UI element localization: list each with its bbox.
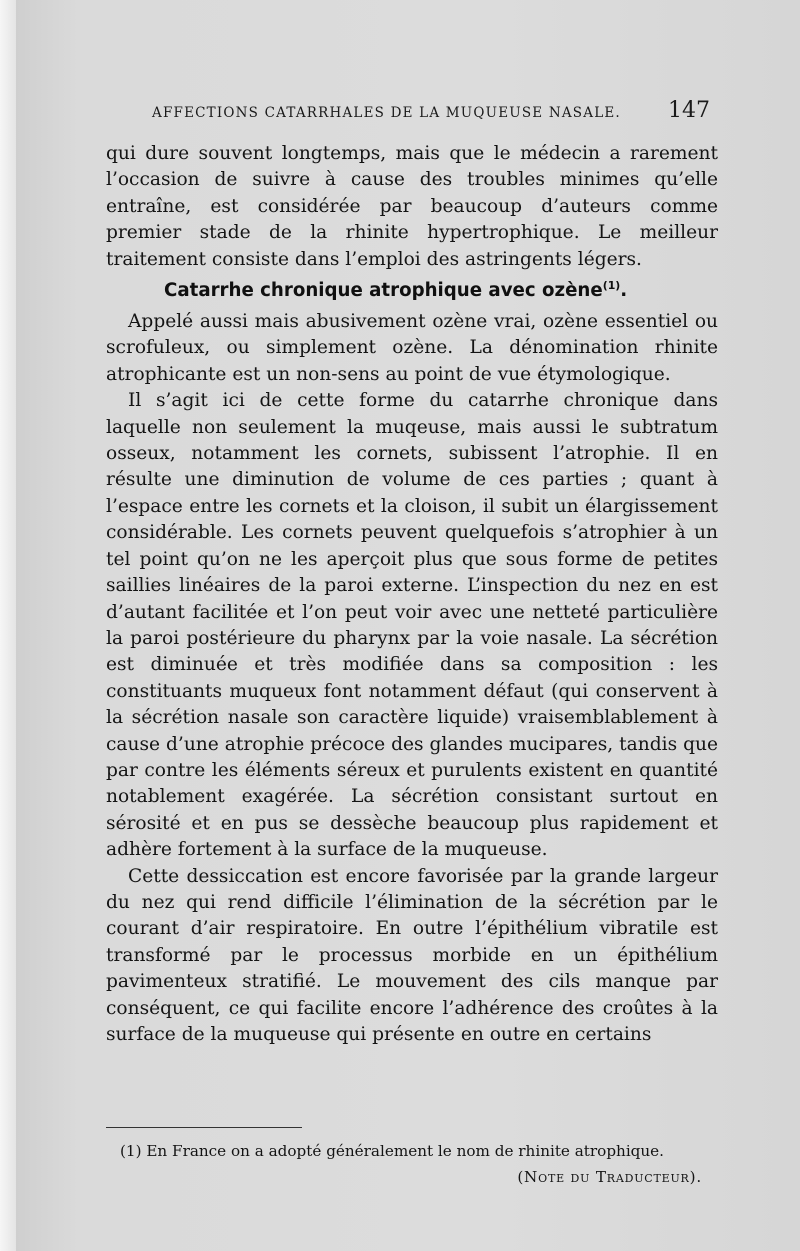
section-heading-text: Catarrhe chronique atrophique avec ozène: [164, 280, 603, 302]
footnote-reference: (1): [602, 278, 621, 292]
paragraph: Il s’agit ici de cette forme du catarrhe chronique dans laquelle non seulement la muqeuse, mais aussi le subtratum osseux, notamment les cornets, subissent l’atrophie. Il en résulte une diminution de volume de ces parties ; quant à l’espace entre les cornets et la cloison, il subit un élargissement considérable. Les cornets peuvent quelquefois s’atrophier à un tel point qu’on ne les aperçoit plus que sous forme de petites saillies linéaires de la paroi externe. L’inspection du nez en est d’autant facilitée et l’on peut voir avec une netteté particulière la paroi postérieure du pharynx par la voie nasale. La sécrétion est diminuée et très modifiée dans sa composition : les constituants muqueux font notamment défaut (qui conservent à la sécrétion nasale son caractère liquide) vraisemblablement à cause d’une atrophie précoce des glandes mucipares, tandis que par contre les éléments séreux et purulents existent en quantité notablement exagérée. La sécrétion consistant surtout en sérosité et en pus se dessèche beaucoup plus rapidement et adhère fortement à la surface de la muqueuse.: [106, 390, 718, 861]
section-heading: Catarrhe chronique atrophique avec ozène$^{(1)}$.: [164, 278, 628, 302]
body-text: [106, 141, 718, 1048]
running-title: AFFECTIONS CATARRHALES DE LA MUQUEUSE NASALE.: [152, 105, 621, 121]
footnote-rule: [106, 1127, 302, 1128]
paragraph: Cette dessiccation est encore favorisée par la grande largeur du nez qui rend difficile l’élimination de la sécrétion par le courant d’air respiratoire. En outre l’épithélium vibratile est transformé par le processus morbide en un épithélium pavimenteux stratifié. Le mouvement des cils manque par conséquent, ce qui facilite encore l’adhérence des croûtes à la surface de la muqueuse qui présente en outre en certains: [106, 865, 718, 1045]
footnote-line: [120, 1138, 720, 1164]
paragraph: Appelé aussi mais abusivement ozène vrai, ozène essentiel ou scrofuleux, ou simplement ozène. La dénomination rhinite atrophicante est un non-sens au point de vue étymologique.: [106, 311, 718, 385]
footnote: [120, 1138, 720, 1190]
footnote-mark: (1): [120, 1142, 142, 1160]
paragraph-continuation: qui dure souvent longtemps, mais que le médecin a rarement l’occasion de suivre à cause des troubles minimes qu’elle entraîne, est considérée par beaucoup d’auteurs comme premier stade de la rhinite hypertrophique. Le meilleur traitement consiste dans l’emploi des astringents légers.: [106, 143, 718, 270]
footnote-attribution: (Note du Traducteur).: [517, 1168, 702, 1186]
page-edge-shadow: [0, 0, 16, 1251]
footnote-text: En France on a adopté généralement le nom de rhinite atrophique.: [146, 1142, 664, 1160]
running-header: [106, 98, 710, 128]
page-number: 147: [668, 98, 710, 123]
